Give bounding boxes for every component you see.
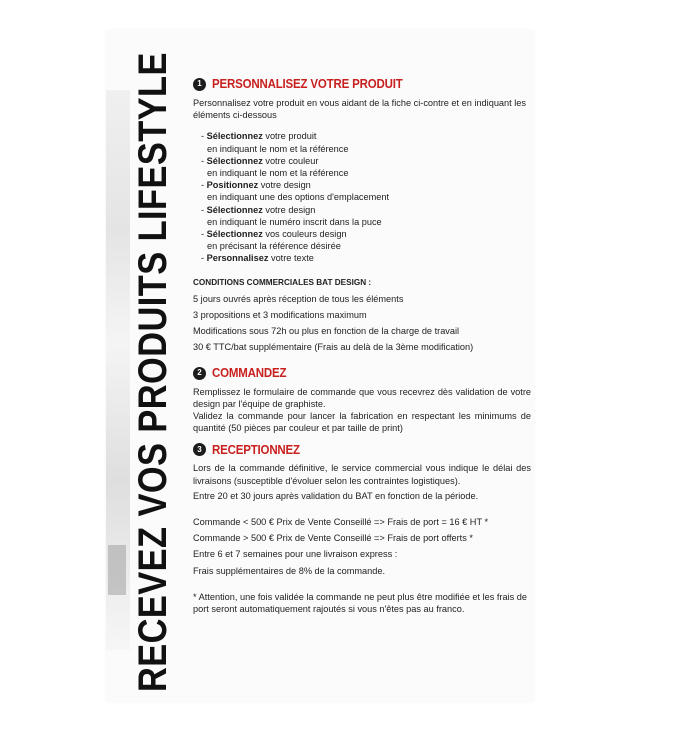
item-bold: Sélectionnez [206,204,263,215]
section-header [193,78,531,91]
section-title: COMMANDEZ [212,366,287,381]
step-number-badge: 3 [193,443,206,456]
list-item [201,204,531,228]
item-bold: Positionnez [206,180,259,191]
shipping-line: Commande > 500 € Prix de Vente Conseillé => Frais de port offerts * [193,533,473,544]
item-text: votre couleur [262,155,319,166]
steps-list [201,130,531,264]
item-detail: en indiquant le numéro inscrit dans la puce [207,216,382,227]
condition-line: 3 propositions et 3 modifications maximum [193,310,367,321]
vertical-title: RECEVEZ VOS PRODUITS LIFESTYLE [131,52,175,693]
item-text: votre produit [262,131,317,142]
section-title: RECEPTIONNEZ [212,442,300,457]
item-dash: - [201,131,207,142]
list-item [201,179,531,203]
list-item [201,155,531,179]
step-number-badge: 2 [193,367,206,380]
item-text: vos couleurs design [262,229,347,240]
item-bold: Sélectionnez [206,229,263,240]
shipping-line: Commande < 500 € Prix de Vente Conseillé => Frais de port = 16 € HT * [193,517,489,528]
item-dash: - [201,253,207,264]
section-header [193,367,531,380]
side-decoration-dark [108,545,126,595]
condition-line: Modifications sous 72h ou plus en fonction de la charge de travail [193,326,460,337]
paragraph: Remplissez le formulaire de commande que vous recevrez dès validation de votre design par l'équipe de graphiste. [193,386,531,409]
section-personnalisez [193,78,531,354]
list-item [201,228,531,252]
paragraph: Entre 20 et 30 jours après validation du BAT en fonction de la période. [193,490,479,501]
shipping-line: Frais supplémentaires de 8% de la commande. [193,565,386,576]
paragraph: Validez la commande pour lancer la fabrication en respectant les minimums de quantité (50 pièces par couleur et par taille de print) [193,411,531,434]
section-header [193,443,531,456]
item-text: votre texte [268,253,314,264]
item-detail: en indiquant une des options d'emplacement [207,192,390,203]
section-title: PERSONNALISEZ VOTRE PRODUIT [212,77,403,92]
item-detail: en indiquant le nom et la référence [207,143,349,154]
flyer-content [193,78,531,615]
footnote: * Attention, une fois validée la commande ne peut plus être modifiée et les frais de port seront automatiquement rajoutés si vous n'êtes pas au franco. [193,591,528,615]
item-text: votre design [262,204,316,215]
condition-line: 30 € TTC/bat supplémentaire (Frais au delà de la 3ème modification) [193,342,474,353]
item-bold: Sélectionnez [206,131,263,142]
item-dash: - [201,155,207,166]
item-bold: Sélectionnez [206,155,263,166]
item-detail: en précisant la référence désirée [207,241,341,252]
item-dash: - [201,204,207,215]
section-intro: Personnalisez votre produit en vous aidant de la fiche ci-contre et en indiquant les éléments ci-dessous [193,98,526,121]
shipping-line: Entre 6 et 7 semaines pour une livraison express : [193,549,398,560]
paragraph: Lors de la commande définitive, le service commercial vous indique le délai des livraisons (susceptible d'évoluer selon les contraintes logistiques). [193,463,531,486]
item-dash: - [201,229,207,240]
conditions-title: CONDITIONS COMMERCIALES BAT DESIGN : [193,277,372,287]
step-number-badge: 1 [193,78,206,91]
section-receptionnez [193,443,531,615]
item-text: votre design [258,180,311,191]
condition-line: 5 jours ouvrés après réception de tous les éléments [193,293,404,304]
item-detail: en indiquant le nom et la référence [207,168,349,179]
list-item [201,252,531,264]
list-item [201,130,531,154]
item-bold: Personnalisez [206,253,269,264]
section-commandez [193,367,531,435]
item-dash: - [201,180,207,191]
